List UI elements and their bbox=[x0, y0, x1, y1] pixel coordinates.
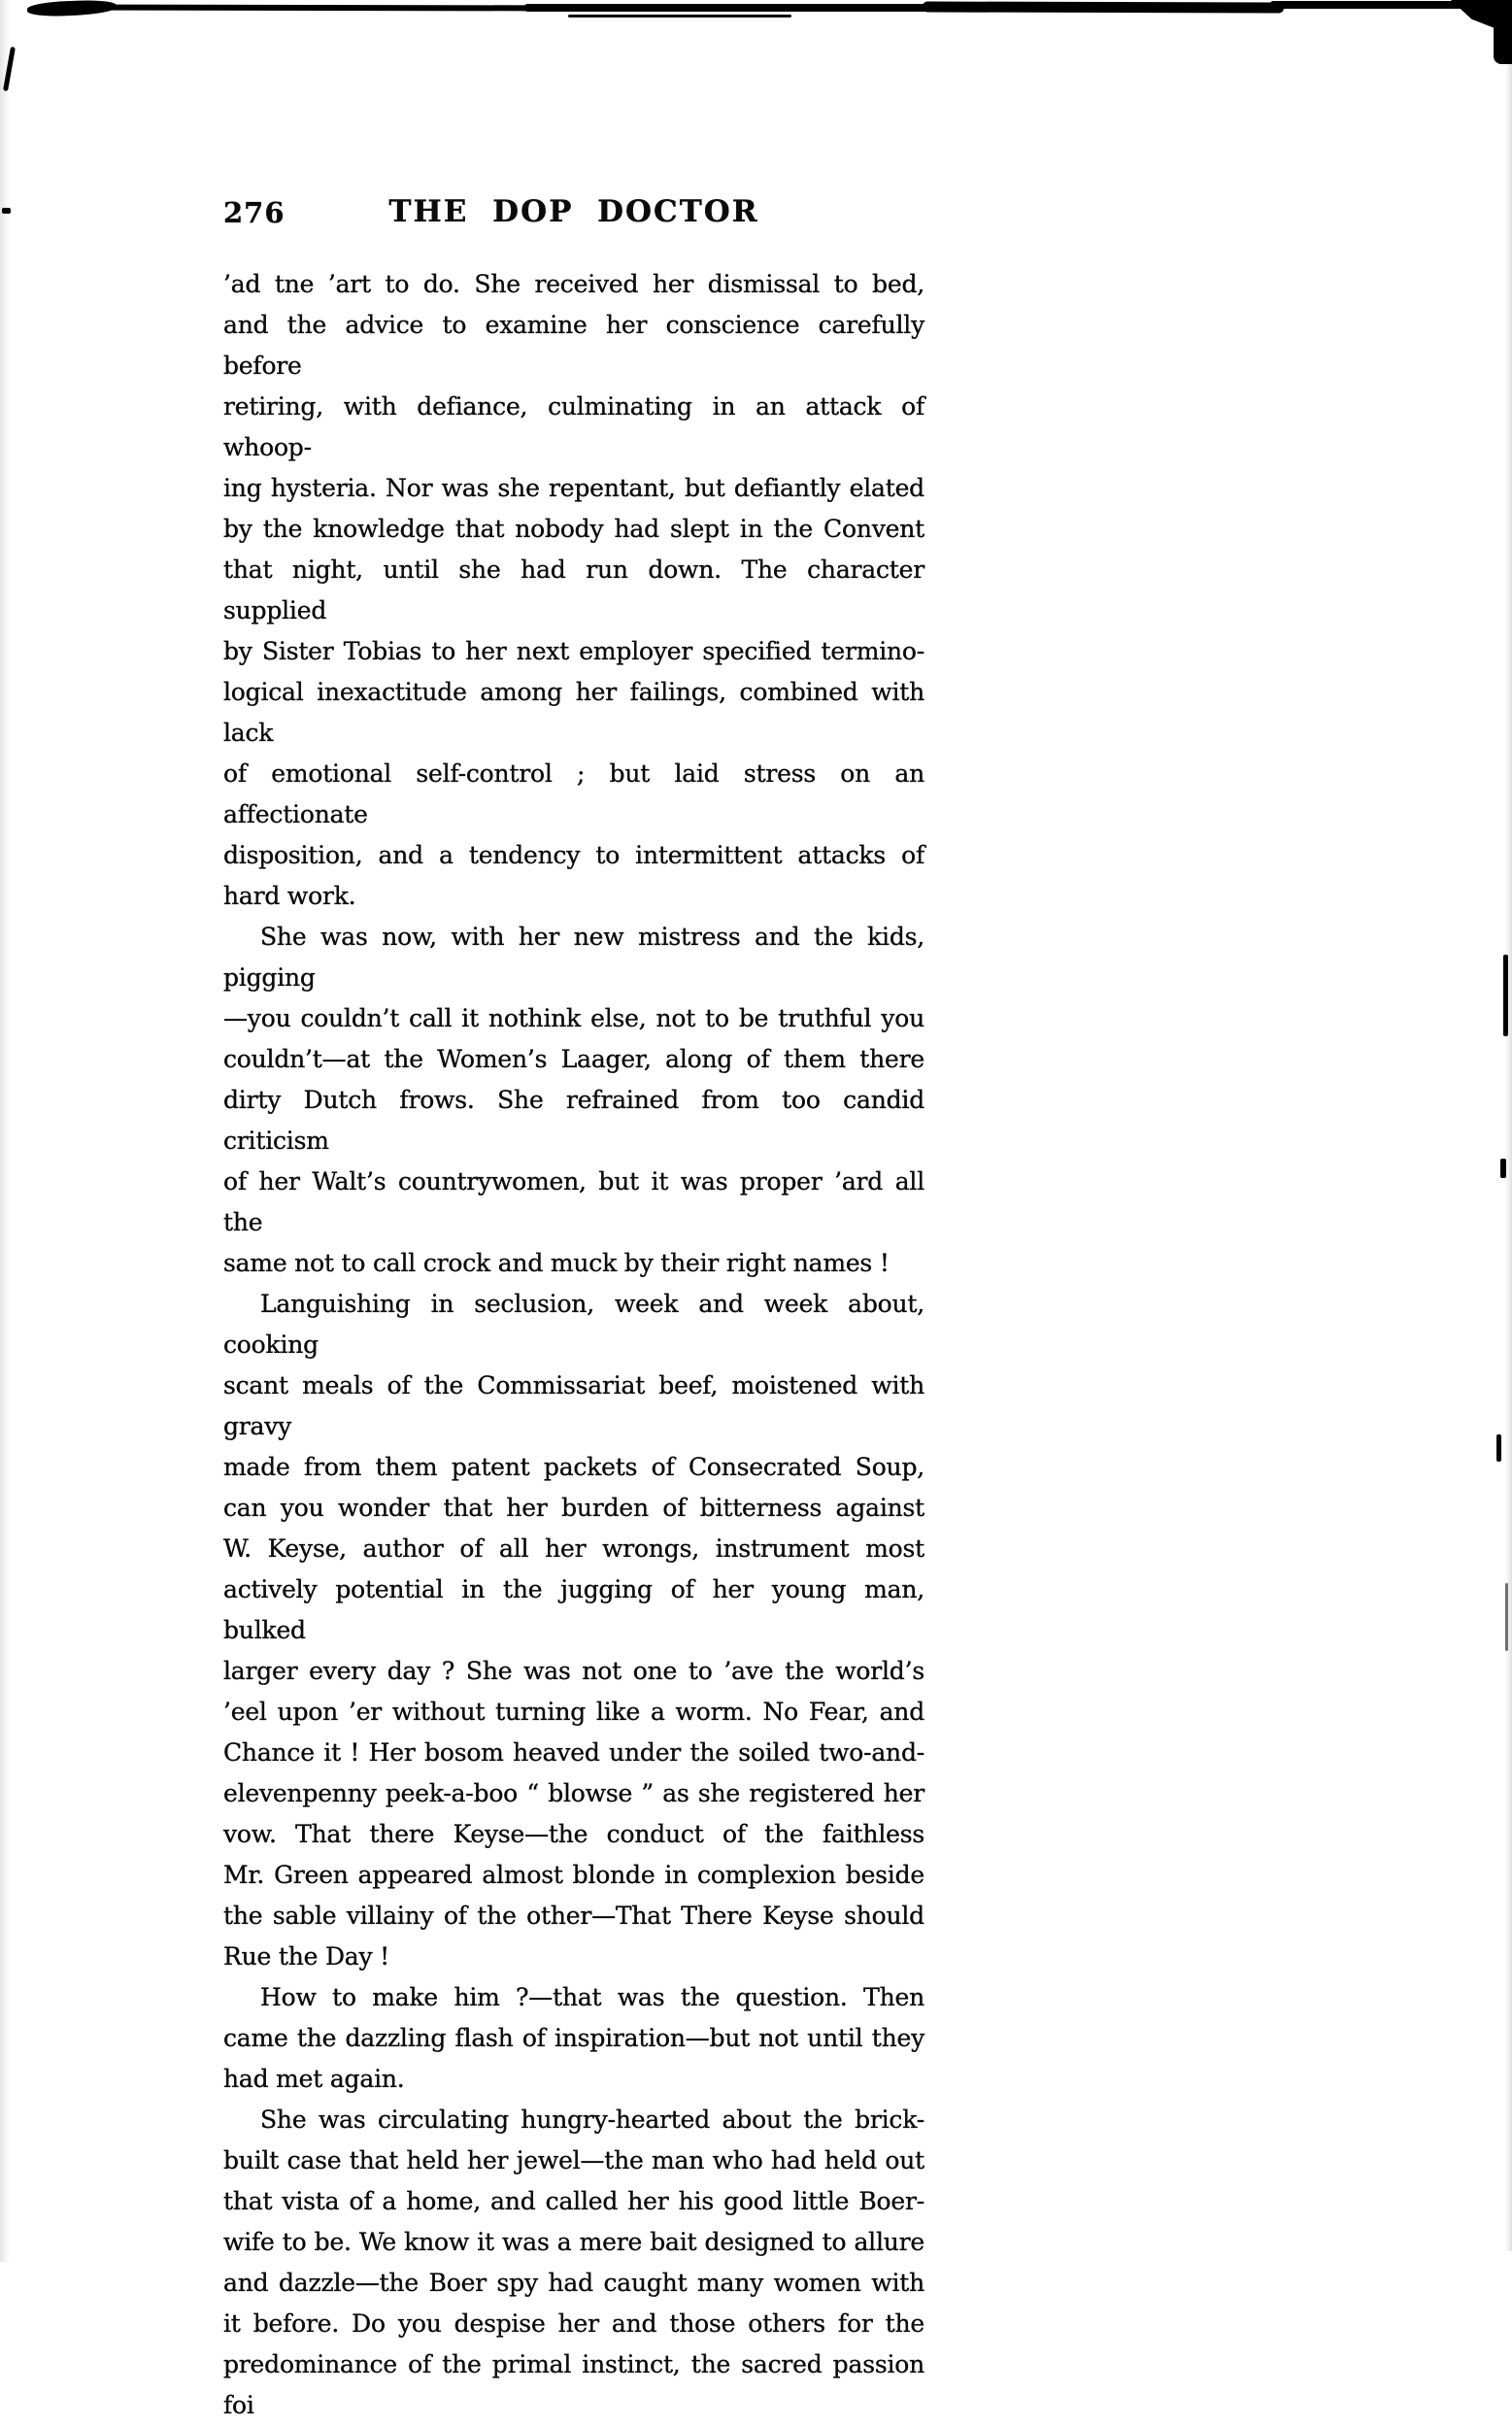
text-line: made from them patent packets of Consecrated Soup, bbox=[223, 1453, 924, 1481]
text-line: predominance of the primal instinct, the sacred passion foi bbox=[223, 2350, 924, 2419]
page-edge-shadow-right bbox=[1505, 27, 1512, 2251]
page-edge-shadow-left bbox=[0, 0, 10, 2262]
text-line: elevenpenny peek-a-boo “ blowse ” as she registered her bbox=[223, 1779, 924, 1807]
scan-artifact-left-dash bbox=[2, 208, 11, 214]
text-line: by the knowledge that nobody had slept in the Convent bbox=[223, 515, 924, 543]
text-line: disposition, and a tendency to intermittent attacks of bbox=[223, 841, 924, 869]
scan-artifact-right-line bbox=[1503, 955, 1508, 1036]
paragraph bbox=[223, 2100, 924, 2426]
running-title: THE DOP DOCTOR bbox=[388, 194, 759, 229]
scan-artifact-top-band bbox=[524, 4, 936, 12]
text-line: logical inexactitude among her failings, combined with lack bbox=[223, 678, 924, 747]
scan-artifact-top-underline bbox=[568, 15, 791, 17]
text-line: ’eel upon ’er without turning like a worm. No Fear, and bbox=[223, 1698, 924, 1726]
text-line: that night, until she had run down. The character supplied bbox=[223, 556, 924, 624]
scan-artifact-top-band bbox=[101, 5, 538, 12]
text-line: had met again. bbox=[223, 2065, 405, 2093]
text-line: the sable villainy of the other—That There Keyse should bbox=[223, 1902, 924, 1930]
text-line: can you wonder that her burden of bitterness against bbox=[223, 1494, 924, 1522]
text-line: and dazzle—the Boer spy had caught many women with bbox=[223, 2269, 924, 2297]
scan-artifact-top-band bbox=[923, 2, 1284, 14]
paragraph bbox=[223, 1284, 924, 1977]
paragraph bbox=[223, 1977, 924, 2100]
text-line: same not to call crock and muck by their right names ! bbox=[223, 1249, 890, 1277]
text-line: —you couldn’t call it nothink else, not to be truthful you bbox=[223, 1004, 924, 1032]
text-line: built case that held her jewel—the man who had held out bbox=[223, 2146, 924, 2174]
text-line: ing hysteria. Nor was she repentant, but defiantly elated bbox=[223, 474, 924, 502]
text-line: Chance it ! Her bosom heaved under the soiled two-and- bbox=[223, 1738, 924, 1767]
body-text bbox=[223, 264, 924, 2426]
page-header bbox=[223, 194, 924, 233]
text-line: and the advice to examine her conscience carefully before bbox=[223, 311, 924, 380]
text-line: W. Keyse, author of all her wrongs, instrument most bbox=[223, 1534, 924, 1563]
text-line: retiring, with defiance, culminating in an attack of whoop- bbox=[223, 392, 924, 461]
scan-artifact-right-line bbox=[1496, 1434, 1501, 1462]
text-line: that vista of a home, and called her his good little Boer- bbox=[223, 2187, 924, 2215]
text-line: hard work. bbox=[223, 882, 356, 910]
text-line: Rue the Day ! bbox=[223, 1942, 390, 1971]
text-line: of her Walt’s countrywomen, but it was proper ’ard all the bbox=[223, 1167, 924, 1236]
text-line: came the dazzling flash of inspiration—but not until they bbox=[223, 2024, 924, 2052]
text-line: She was now, with her new mistress and the kids, pigging bbox=[223, 923, 924, 992]
text-line: Languishing in seclusion, week and week about, cooking bbox=[223, 1290, 924, 1359]
text-line: couldn’t—at the Women’s Laager, along of them there bbox=[223, 1045, 924, 1073]
page-number: 276 bbox=[223, 196, 286, 229]
text-line: ’ad tne ’art to do. She received her dismissal to bed, bbox=[223, 270, 924, 298]
text-line: dirty Dutch frows. She refrained from too candid criticism bbox=[223, 1086, 924, 1155]
text-line: She was circulating hungry-hearted about the brick- bbox=[260, 2106, 924, 2134]
text-line: larger every day ? She was not one to ’ave the world’s bbox=[223, 1657, 924, 1685]
scan-artifact-right-line bbox=[1505, 1583, 1508, 1651]
text-line: wife to be. We know it was a mere bait designed to allure bbox=[223, 2228, 924, 2256]
scan-artifact-right-line bbox=[1500, 1159, 1506, 1178]
text-line: vow. That there Keyse—the conduct of the faithless bbox=[223, 1820, 924, 1848]
text-line: by Sister Tobias to her next employer specified termino- bbox=[223, 637, 924, 665]
text-line: actively potential in the jugging of her young man, bulked bbox=[223, 1575, 924, 1644]
text-line: of emotional self-control ; but laid stress on an affectionate bbox=[223, 759, 924, 828]
text-line: How to make him ?—that was the question. Then bbox=[260, 1983, 924, 2011]
scan-artifact-top-band bbox=[1270, 1, 1468, 9]
text-line: Mr. Green appeared almost blonde in complexion beside bbox=[223, 1861, 924, 1889]
paragraph bbox=[223, 917, 924, 1284]
scan-artifact-corner-blob bbox=[1494, 0, 1512, 64]
paragraph bbox=[223, 264, 924, 917]
text-line: it before. Do you despise her and those others for the bbox=[223, 2309, 924, 2338]
text-line: scant meals of the Commissariat beef, moistened with gravy bbox=[223, 1371, 924, 1440]
